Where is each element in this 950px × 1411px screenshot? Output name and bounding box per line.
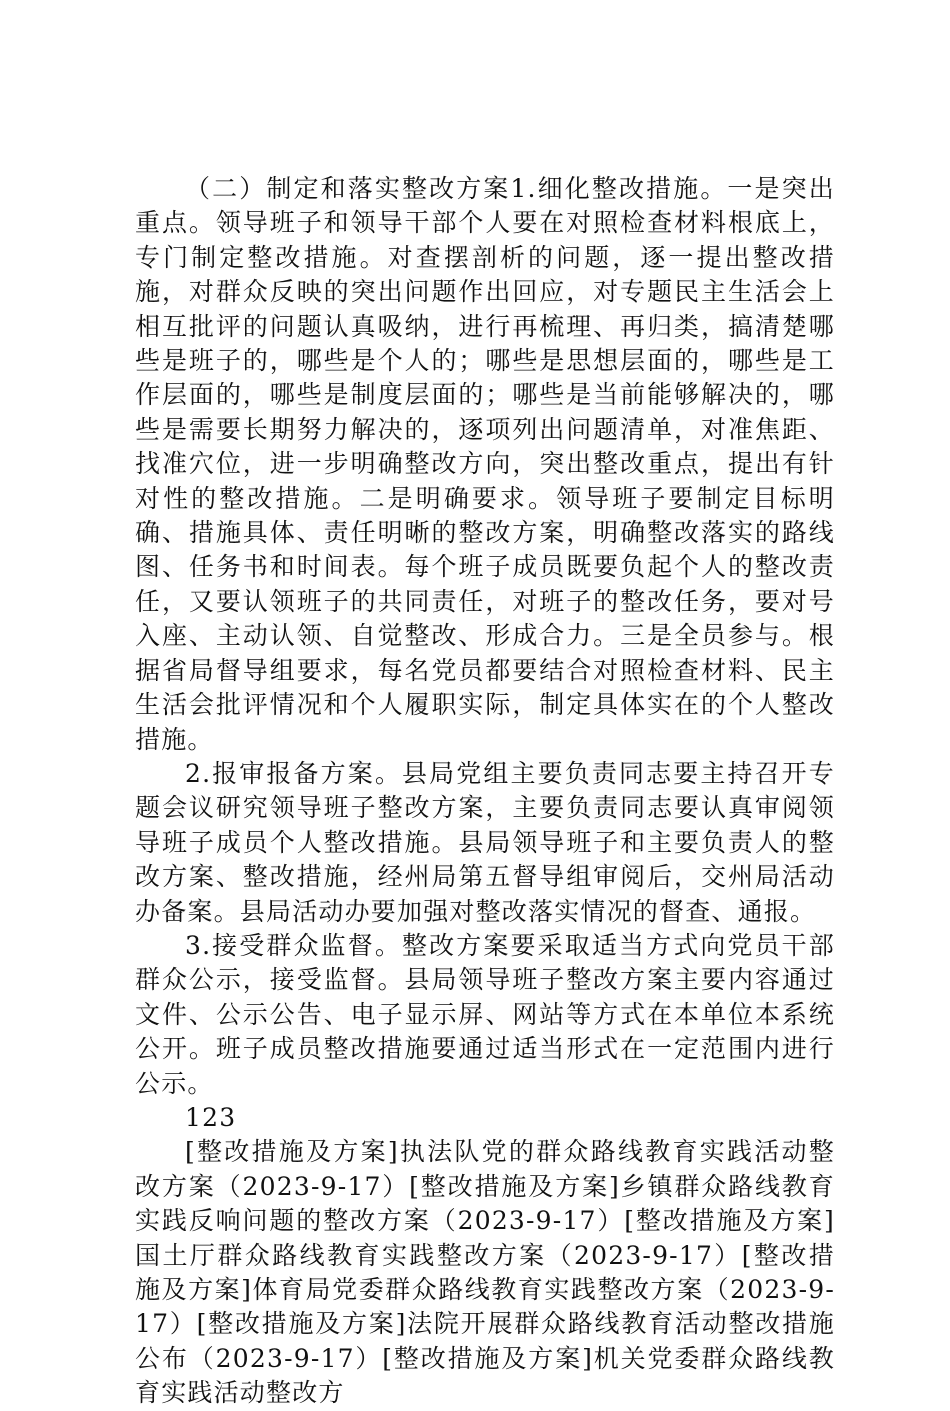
paragraph-public-supervision: 3.接受群众监督。整改方案要采取适当方式向党员干部群众公示，接受监督。县局领导班子整改方案主要内容通过文件、公示公告、电子显示屏、网站等方式在本单位本系统公开。班子成员整改措施要通过适当形式在一定范围内进行公示。 (135, 930, 835, 1098)
paragraph-rectification-plan: （二）制定和落实整改方案1.细化整改措施。一是突出重点。领导班子和领导干部个人要在对照检查材料根底上，专门制定整改措施。对查摆剖析的问题，逐一提出整改措施，对群众反映的突出问题作出回应，对专题民主生活会上相互批评的问题认真吸纳，进行再梳理、再归类，搞清楚哪些是班子的，哪些是个人的；哪些是思想层面的，哪些是工作层面的，哪些是制度层面的；哪些是当前能够解决的，哪些是需要长期努力解决的，逐项列出问题清单，对准焦距、找准穴位，进一步明确整改方向，突出整改重点，提出有针对性的整改措施。二是明确要求。领导班子要制定目标明确、措施具体、责任明晰的整改方案，明确整改落实的路线图、任务书和时间表。每个班子成员既要负起个人的整改责任，又要认领班子的共同责任，对班子的整改任务，要对号入座、主动认领、自觉整改、形成合力。三是全员参与。根据省局督导组要求，每名党员都要结合对照检查材料、民主生活会批评情况和个人履职实际，制定具体实在的个人整改措施。 (135, 174, 835, 754)
page-number: 123 (185, 1102, 237, 1132)
document-body (135, 172, 835, 1411)
paragraph-review-filing: 2.报审报备方案。县局党组主要负责同志要主持召开专题会议研究领导班子整改方案，主要负责同志要认真审阅领导班子成员个人整改措施。县局领导班子和主要负责人的整改方案、整改措施，经州局第五督导组审阅后，交州局活动办备案。县局活动办要加强对整改落实情况的督查、通报。 (135, 758, 835, 926)
related-articles: [整改措施及方案]执法队党的群众路线教育实践活动整改方案（2023-9-17）[整改措施及方案]乡镇群众路线教育实践反响问题的整改方案（2023-9-17）[整改措施及方案]国土厅群众路线教育实践整改方案（2023-9-17）[整改措施及方案]体育局党委群众路线教育实践整改方案（2023-9-17）[整改措施及方案]法院开展群众路线教育活动整改措施公布（2023-9-17）[整改措施及方案]机关党委群众路线教育实践活动整改方 (135, 1137, 835, 1408)
